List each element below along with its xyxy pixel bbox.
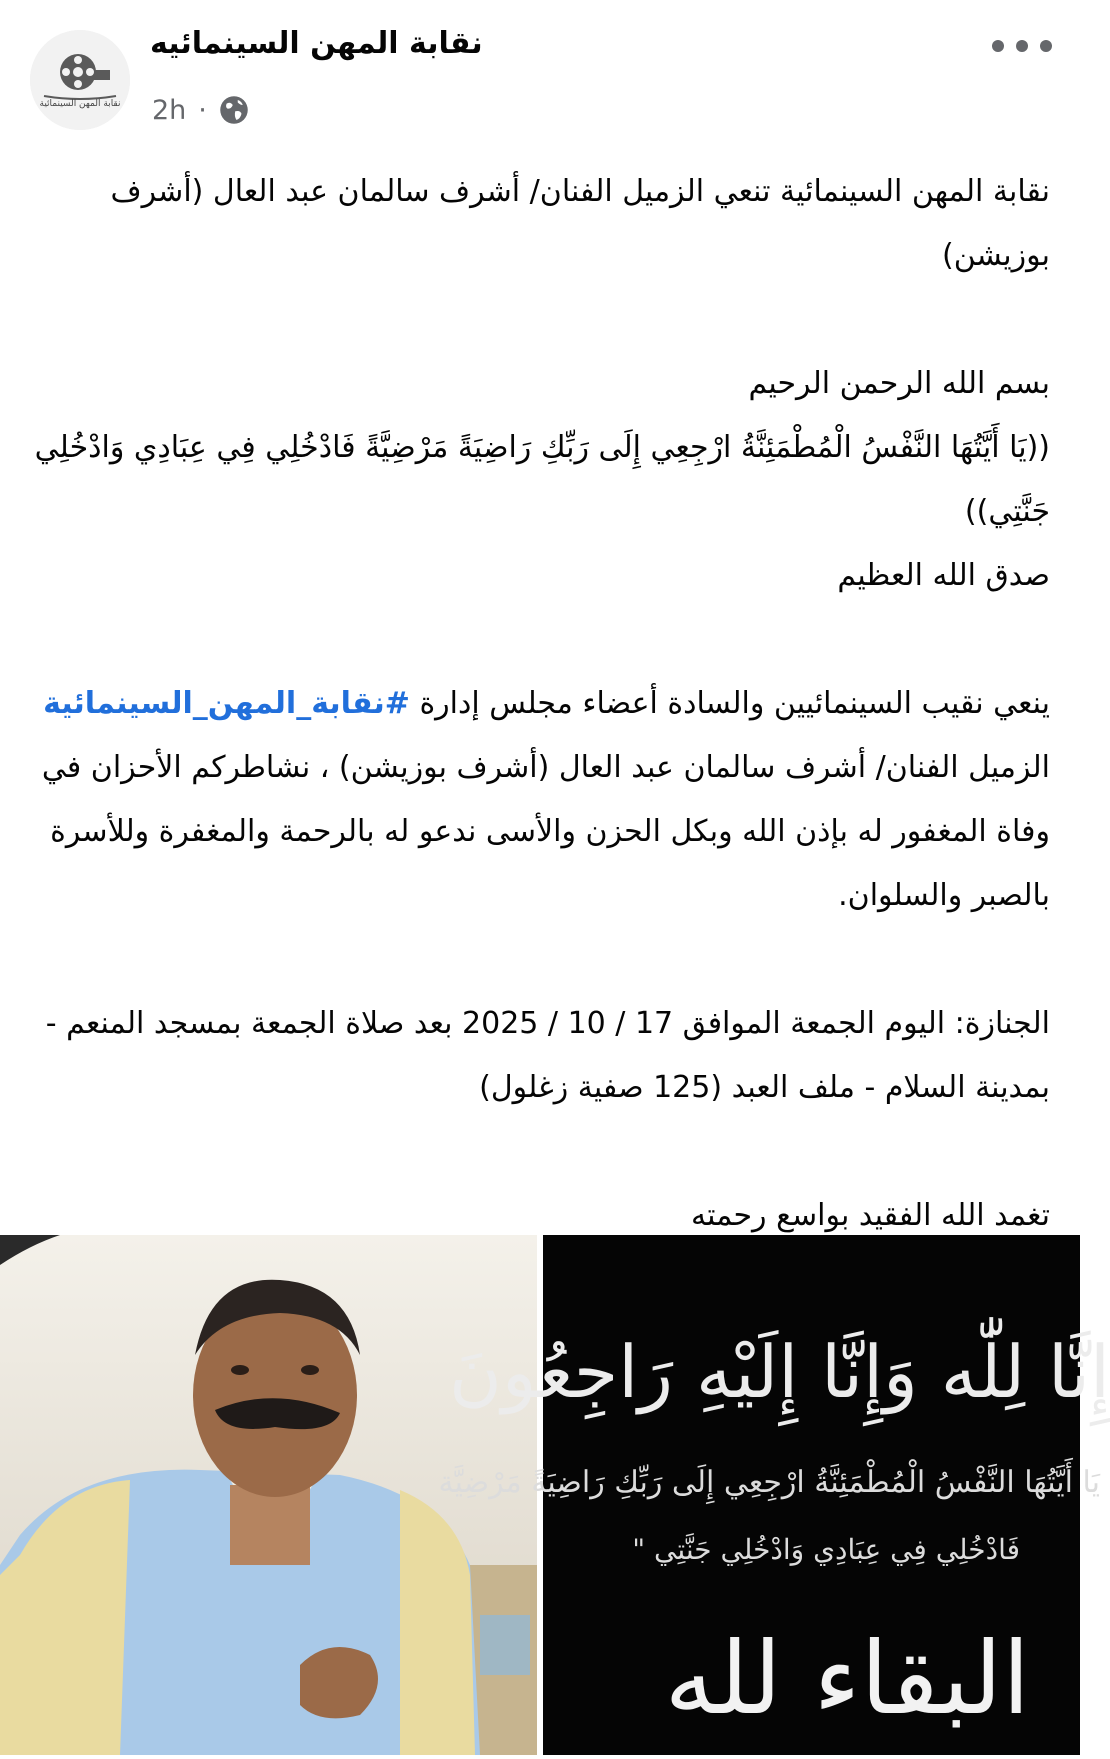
globe-icon[interactable] xyxy=(219,95,249,125)
basmala: بسم الله الرحمن الرحيم xyxy=(748,366,1050,401)
post-meta xyxy=(152,92,249,128)
quran-verse: ((يَا أَيَّتُهَا النَّفْسُ الْمُطْمَئِنَّةُ ارْجِعِي إِلَى رَبِّكِ رَاضِيَةً مَرْضِيَّةً فَادْخُلِي فِي عِبَادِي وَادْخُلِي جَنَّتِي)) xyxy=(34,430,1050,529)
post-header xyxy=(0,0,1080,150)
paragraph-end: الزميل الفنان/ أشرف سالمان عبد العال (أشرف بوزيشن) ، نشاطركم الأحزان في وفاة المغفور له بإذن الله وبكل الحزن والأسى ندعو له بالرحمة والمغفرة وللأسرة بالصبر والسلوان. xyxy=(41,750,1050,913)
more-options-button[interactable] xyxy=(992,26,1052,66)
sadaq-line: صدق الله العظيم xyxy=(837,558,1050,593)
closing-line: تغمد الله الفقيد بواسع رحمته xyxy=(691,1198,1050,1233)
funeral-details: الجنازة: اليوم الجمعة الموافق 17 / 10 / 2025 بعد صلاة الجمعة بمسجد المنعم - بمدينة السلام - ملف العبد (125 صفية زغلول) xyxy=(45,1006,1050,1105)
post-photos xyxy=(0,1235,1110,1755)
svg-text:نقابة المهن السينمائية: نقابة المهن السينمائية xyxy=(39,99,121,109)
post-time[interactable]: 2h xyxy=(152,94,187,126)
page-name[interactable]: نقابة المهن السينمائيه xyxy=(150,26,483,61)
post-title-line: نقابة المهن السينمائية تنعي الزميل الفنان/ أشرف سالمان عبد العال (أشرف بوزيشن) xyxy=(110,174,1050,273)
condolence-paragraph xyxy=(30,672,1050,928)
paragraph-start: ينعي نقيب السينمائيين والسادة أعضاء مجلس إدارة xyxy=(409,686,1050,721)
meta-separator: · xyxy=(198,94,207,126)
post-text xyxy=(30,160,1050,1248)
condolence-card-line1: إِنَّا لِلّٰه وَإِنَّا إِلَيْهِ رَاجِعُونَ xyxy=(448,1330,1110,1414)
condolence-card-line2: يَا أَيَّتُهَا النَّفْسُ الْمُطْمَئِنَّةُ ارْجِعِي إِلَى رَبِّكِ رَاضِيَةً مَرْضِيَّة xyxy=(438,1465,1100,1500)
film-reel-logo-icon xyxy=(30,30,130,130)
hashtag-link[interactable]: #نقابة_المهن_السينمائية xyxy=(43,686,410,721)
page-avatar[interactable] xyxy=(30,30,130,130)
condolence-card-line3: فَادْخُلِي فِي عِبَادِي وَادْخُلِي جَنَّتِي " xyxy=(632,1533,1020,1566)
condolence-card-image[interactable] xyxy=(438,1235,1110,1755)
condolence-card-line4: البقاء لله xyxy=(664,1620,1030,1737)
ellipsis-icon xyxy=(992,40,1004,52)
